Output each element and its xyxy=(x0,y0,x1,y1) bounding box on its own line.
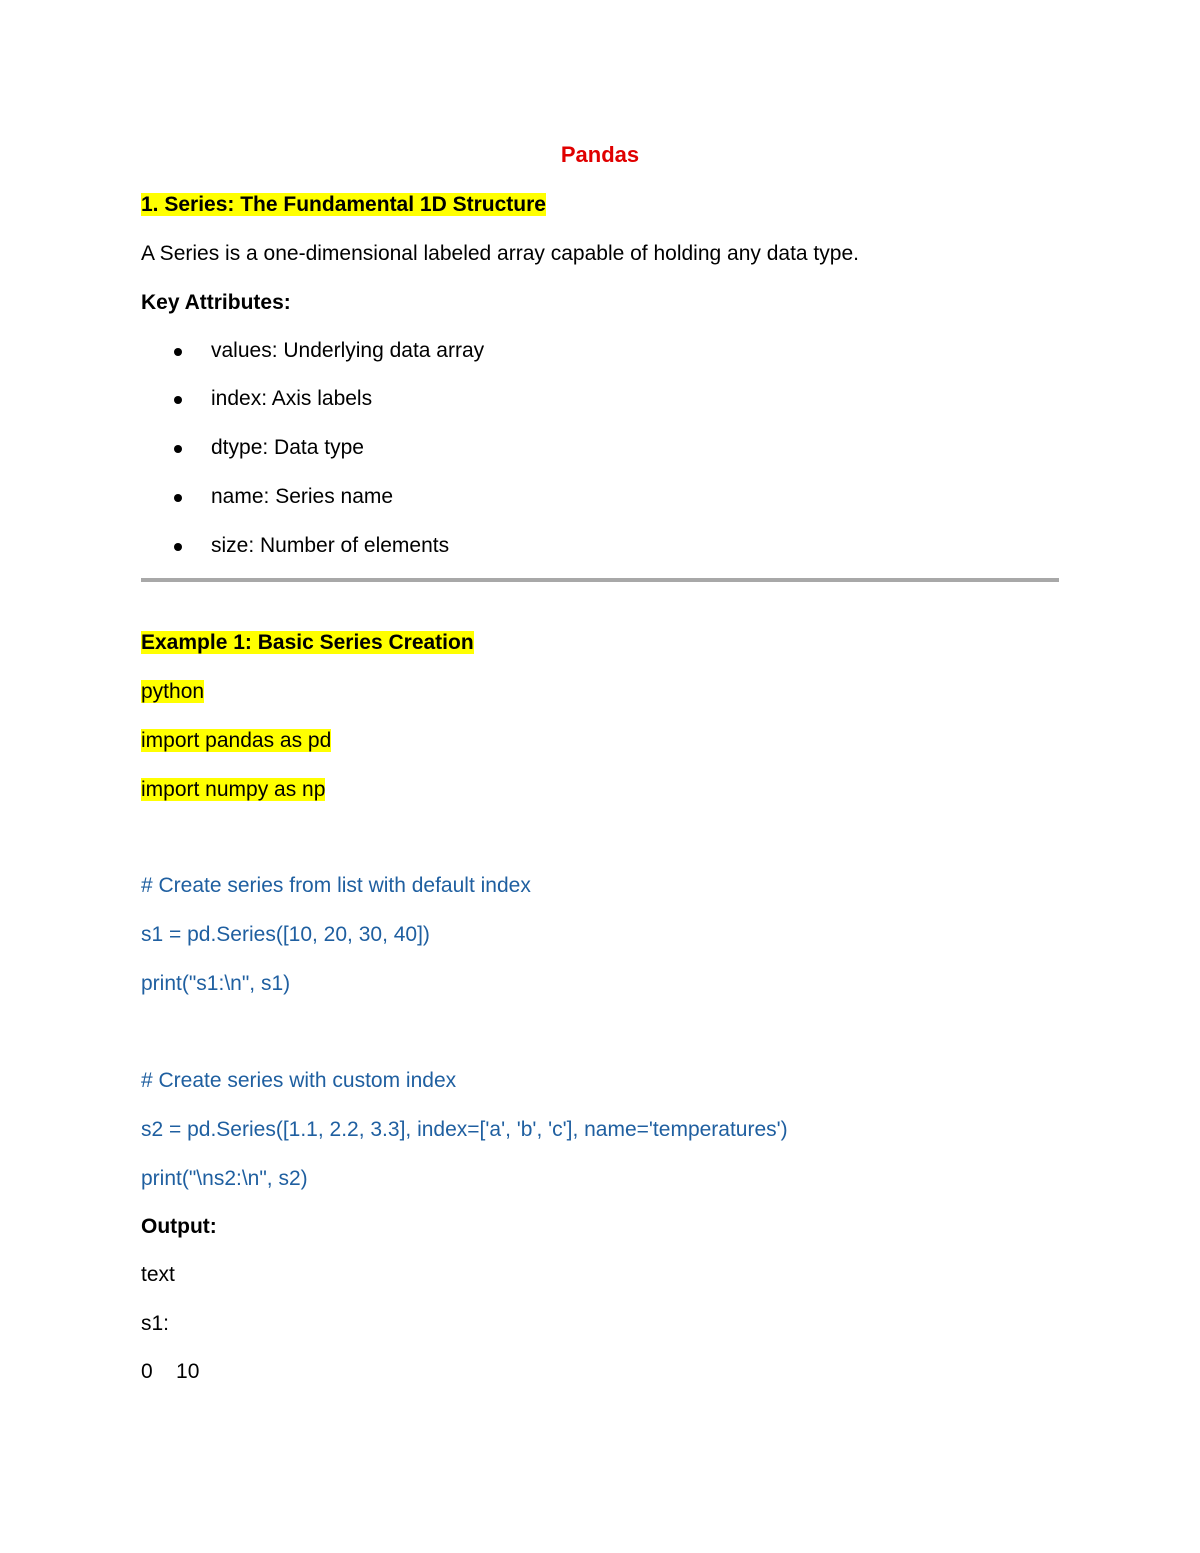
list-item: index: Axis labels xyxy=(211,387,373,410)
import-line: import numpy as np xyxy=(141,778,326,801)
bullet-icon xyxy=(174,543,182,551)
output-label: Output: xyxy=(141,1215,217,1238)
bullet-icon xyxy=(174,494,182,502)
section-heading-text: 1. Series: The Fundamental 1D Structure xyxy=(141,193,546,216)
list-item: dtype: Data type xyxy=(211,436,364,459)
section-heading xyxy=(141,190,546,220)
horizontal-divider xyxy=(141,578,1059,582)
bullet-icon xyxy=(174,348,182,356)
code-line: print("s1:\n", s1) xyxy=(141,972,291,995)
section-description: A Series is a one-dimensional labeled array capable of holding any data type. xyxy=(141,242,859,265)
list-item: values: Underlying data array xyxy=(211,339,485,362)
code-line: print("\ns2:\n", s2) xyxy=(141,1167,308,1190)
import-line: import pandas as pd xyxy=(141,729,332,752)
list-item: size: Number of elements xyxy=(211,534,450,557)
bullet-icon xyxy=(174,396,182,404)
example-heading xyxy=(141,628,474,658)
bullet-icon xyxy=(174,445,182,453)
output-line: s1: xyxy=(141,1312,170,1335)
output-format-label: text xyxy=(141,1263,175,1286)
list-item: name: Series name xyxy=(211,485,394,508)
code-comment: # Create series from list with default index xyxy=(141,874,531,897)
example-heading-text: Example 1: Basic Series Creation xyxy=(141,631,474,654)
code-line: s1 = pd.Series([10, 20, 30, 40]) xyxy=(141,923,430,946)
document-title: Pandas xyxy=(560,142,640,167)
code-line: s2 = pd.Series([1.1, 2.2, 3.3], index=['a', 'b', 'c'], name='temperatures') xyxy=(141,1118,788,1141)
attributes-label: Key Attributes: xyxy=(141,291,291,314)
output-line: 0 10 xyxy=(141,1360,200,1383)
code-comment: # Create series with custom index xyxy=(141,1069,457,1092)
code-language-label: python xyxy=(141,680,205,703)
